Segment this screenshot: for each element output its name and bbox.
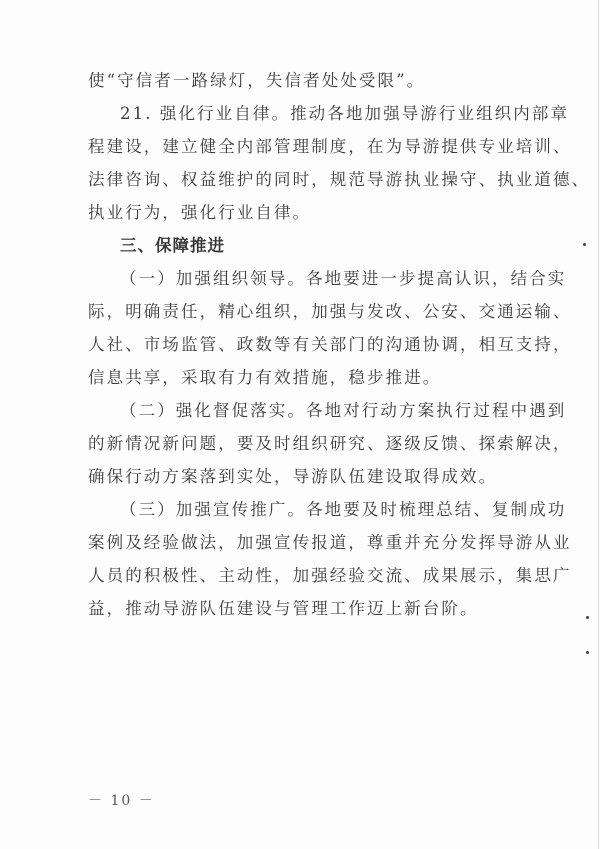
paragraph-line: 人社、市场监管、政数等有关部门的沟通协调，相互支持， <box>88 335 572 354</box>
scan-edge-shadow <box>598 0 599 849</box>
paragraph-line: 程建设，建立健全内部管理制度，在为导游提供专业培训、 <box>88 137 572 156</box>
paragraph-line: 案例及经验做法，加强宣传报道，尊重并充分发挥导游从业 <box>88 533 572 552</box>
paragraph-line: （二）强化督促落实。各地对行动方案执行过程中遇到 <box>120 401 567 420</box>
document-body <box>88 64 591 625</box>
scan-speck <box>586 616 589 619</box>
paragraph-line: 的新情况新问题，要及时组织研究、逐级反馈、探索解决， <box>88 434 572 453</box>
paragraph-line: 信息共享，采取有力有效措施，稳步推进。 <box>88 368 442 387</box>
scan-speck <box>586 651 589 654</box>
paragraph-line: （一）加强组织领导。各地要进一步提高认识，结合实 <box>120 269 567 288</box>
paragraph-line: 执业行为，强化行业自律。 <box>88 203 312 222</box>
paragraph-line: 人员的积极性、主动性，加强经验交流、成果展示，集思广 <box>88 566 572 585</box>
scan-speck <box>583 243 586 246</box>
paragraph-line: 际，明确责任，精心组织，加强与发改、公安、交通运输、 <box>88 302 572 321</box>
paragraph-line: 法律咨询、权益维护的同时，规范导游执业操守、执业道德、 <box>88 170 591 189</box>
paragraph-line: 确保行动方案落到实处，导游队伍建设取得成效。 <box>88 467 498 486</box>
page-number: － 10 － <box>88 793 155 809</box>
section-heading: 三、保障推进 <box>120 236 225 255</box>
paragraph-line: 21. 强化行业自律。推动各地加强导游行业组织内部章 <box>120 104 570 123</box>
paragraph-line: 益，推动导游队伍建设与管理工作迈上新台阶。 <box>88 599 479 618</box>
paragraph-line: （三）加强宣传推广。各地要及时梳理总结、复制成功 <box>120 500 567 519</box>
paragraph-line: 使“守信者一路绿灯，失信者处处受限”。 <box>88 71 426 90</box>
